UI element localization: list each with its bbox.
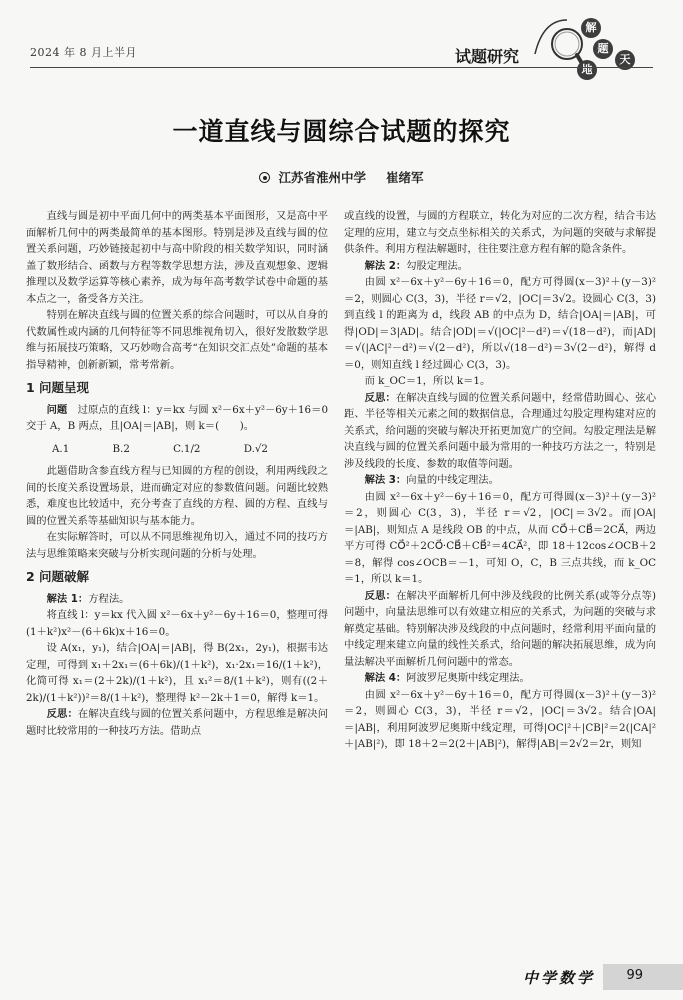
footer-band xyxy=(603,964,683,990)
section-title: 试题研究 xyxy=(455,47,520,66)
badge-di: 地 xyxy=(577,60,597,80)
section-heading-2: 2 问题破解 xyxy=(26,569,90,584)
method-2-label: 解法 2： xyxy=(364,259,407,272)
analysis-paragraph: 此题借助含参直线方程与已知圆的方程的创设，利用两线段之间的长度关系设置场景，进而确定对应的参数值问题。问题比较熟悉，难度也比较适中，充分考查了直线的方程、圆的方程、直线与圆的位置关系等基础知识与基本能力。 xyxy=(26,465,328,527)
section-header xyxy=(411,6,651,86)
method-4-label: 解法 4： xyxy=(364,672,407,684)
method-1-step-1: 将直线 l：y＝kx 代入圆 x²－6x＋y²－6y＋16＝0，整理可得(1＋k²)x²－(6＋6k)x＋16＝0。 xyxy=(26,609,328,638)
section-heading-1: 1 问题呈现 xyxy=(26,380,90,395)
method-1-step-2: 设 A(x₁，y₁)，结合|OA|＝|AB|，得 B(2x₁，2y₁)，根据韦达定理，可得到 x₁＋2x₁＝(6＋6k)/(1＋k²)，x₁·2x₁＝16/(1＋k²)，化简可得 x₁＝(2＋2k)/(1＋k²)，且 x₁²＝8/(1＋k²)，则有((2＋2k)/(1＋k²))²＝8/(1＋k²)，整理得 k²－2k＋1＝0，解得 k＝1。 xyxy=(26,642,328,704)
badge-ti: 题 xyxy=(593,39,613,59)
method-3-title: 向量的中线定理法。 xyxy=(406,474,499,486)
reflection-2-text: 在解决直线与圆的位置关系问题中，经常借助圆心、弦心距、半径等相关元素之间的数据信息，合理通过勾股定理构建对应的关系式，给问题的突破与解决开拓更加宽广的空间。勾股定理法是解决直线与圆的位置关系问题中最为常用的一种技巧方法之一，特别是涉及线段的长度、参数的取值等问题。 xyxy=(344,391,656,470)
method-1-heading xyxy=(26,591,328,608)
author-name: 崔绪军 xyxy=(386,170,424,185)
article-title: 一道直线与圆综合试题的探究 xyxy=(172,117,511,146)
page-footer xyxy=(493,964,683,990)
answer-options xyxy=(26,435,328,464)
method-2-conclusion: 而 k_OC＝1，所以 k＝1。 xyxy=(364,375,491,387)
badge-tian: 天 xyxy=(615,50,635,70)
page-number: 99 xyxy=(626,968,643,983)
reflection-1 xyxy=(26,706,328,739)
reflection-3 xyxy=(344,588,656,671)
intro-paragraph-2: 特别在解决直线与圆的位置关系的综合问题时，可以从自身的代数属性或内涵的几何特征等不同思维视角切入，很好发散数学思维与拓展技巧策略，又巧妙吻合高考“在知识交汇点处”命题的基本指导精神，创新新颖，常考常新。 xyxy=(26,309,328,371)
option-b: B.2 xyxy=(112,442,130,455)
method-2-heading xyxy=(344,258,656,275)
left-column xyxy=(26,208,328,739)
reflection-1-label: 反思： xyxy=(46,708,78,720)
reflection-2-label: 反思： xyxy=(364,391,396,404)
option-a: A.1 xyxy=(52,442,70,455)
bullet-icon xyxy=(259,172,270,183)
journal-name: 中学数学 xyxy=(522,969,595,987)
problem-text: 过原点的直线 l：y＝kx 与圆 x²－6x＋y²－6y＋16＝0 交于 A，B 两点，且|OA|＝|AB|，则 k＝( )。 xyxy=(26,403,329,432)
issue-date: 2024 年 8 月上半月 xyxy=(30,46,137,59)
reflection-1-continued: 或直线的设置，与圆的方程联立，转化为对应的二次方程，结合韦达定理的应用，建立与交点坐标相关的关系式，为问题的突破与求解提供条件。利用方程法解题时，往往要注意方程有解的隐含条件。 xyxy=(344,210,656,255)
method-2-title: 勾股定理法。 xyxy=(406,259,469,272)
badge-jie: 解 xyxy=(581,18,601,38)
right-column xyxy=(344,208,656,753)
reflection-2 xyxy=(344,390,656,473)
author-line xyxy=(0,168,683,186)
option-c: C.1/2 xyxy=(173,442,201,455)
method-3-label: 解法 3： xyxy=(364,474,407,486)
method-2-text: 由圆 x²－6x＋y²－6y＋16＝0，配方可得圆(x－3)²＋(y－3)²＝2，则圆心 C(3，3)，半径 r＝√2，|OC|＝3√2。设圆心 C(3，3)到直线 l 的距离为 d，线段 AB 的中点为 D，结合|OA|＝|AB|，可得|OD|＝3|AD|。结合|OD|＝√(|OC|²－d²)＝√(18－d²)，而|AD|＝√(|AC|²－d²)＝√(2－d²)，所以√(18－d²)＝3√(2－d²)，解得 d＝0，则知直线 l 经过圆心 C(3，3)。 xyxy=(344,276,656,371)
problem-statement xyxy=(26,402,328,435)
method-4-heading xyxy=(344,670,656,687)
method-1-label: 解法 1： xyxy=(46,592,89,605)
reflection-1-text: 在解决直线与圆的位置关系问题中，方程思维是解决问题时比较常用的一种技巧方法。借助点 xyxy=(26,708,329,737)
method-3-heading xyxy=(344,472,656,489)
reflection-3-text: 在解决平面解析几何中涉及线段的比例关系(或等分点等)问题中，向量法思维可以有效建立相应的关系式，为问题的突破与求解奠定基础。特别解决涉及线段的中点问题时，经常利用平面向量的中线定理来建立向量的线性关系式，给问题的解决拓展思维，成为向量法解决平面解析几何问题中的常态。 xyxy=(344,589,656,668)
reflection-3-label: 反思： xyxy=(364,589,397,602)
header-rule xyxy=(30,67,653,68)
intro-paragraph-1: 直线与圆是初中平面几何中的两类基本平面图形，又是高中平面解析几何中的两类最简单的基本图形。特别是涉及直线与圆的位置关系问题，巧妙链接起初中与高中阶段的相关数学知识，同时涵盖了数形结合、函数与方程等数学思想方法，涉及直观想象、逻辑推理以及数学运算等核心素养，成为每年高考数学试卷中命题的基本点之一，备受各方关注。 xyxy=(26,210,328,305)
approach-paragraph: 在实际解答时，可以从不同思维视角切入，通过不同的技巧方法与思维策略来突破与分析实现问题的分析与处理。 xyxy=(26,531,328,560)
option-d: D.√2 xyxy=(243,442,268,455)
method-3-text: 由圆 x²－6x＋y²－6y＋16＝0，配方可得圆(x－3)²＋(y－3)²＝2，则圆心 C(3，3)，半径 r＝√2，|OC|＝3√2。而|OA|＝|AB|，则知点 A 是线段 OB 的中点，从而 CO⃗＋CB⃗＝2CA⃗，两边平方可得 CO⃗²＋2CO⃗·CB⃗＋CB⃗²＝4CA⃗²，即 18＋12cos∠OCB＋2＝8，解得 cos∠OCB＝－1，可知 O，C，B 三点共线，而 k_OC＝1，所以 k＝1。 xyxy=(344,490,656,585)
problem-label: 问题 xyxy=(46,403,68,416)
method-4-text: 由圆 x²－6x＋y²－6y＋16＝0，配方可得圆(x－3)²＋(y－3)²＝2，则圆心 C(3，3)，半径 r＝√2，|OC|＝3√2。结合|OA|＝|AB|，利用阿波罗尼奥斯中线定理，可得|OC|²＋|CB|²＝2(|CA|²＋|AB|²)，即 18＋2＝2(2＋|AB|²)，解得|AB|＝2√2＝2r，则知 xyxy=(344,688,656,750)
method-1-title: 方程法。 xyxy=(88,592,130,605)
method-4-title: 阿波罗尼奥斯中线定理法。 xyxy=(406,672,530,684)
author-school: 江苏省淮州中学 xyxy=(278,170,366,185)
